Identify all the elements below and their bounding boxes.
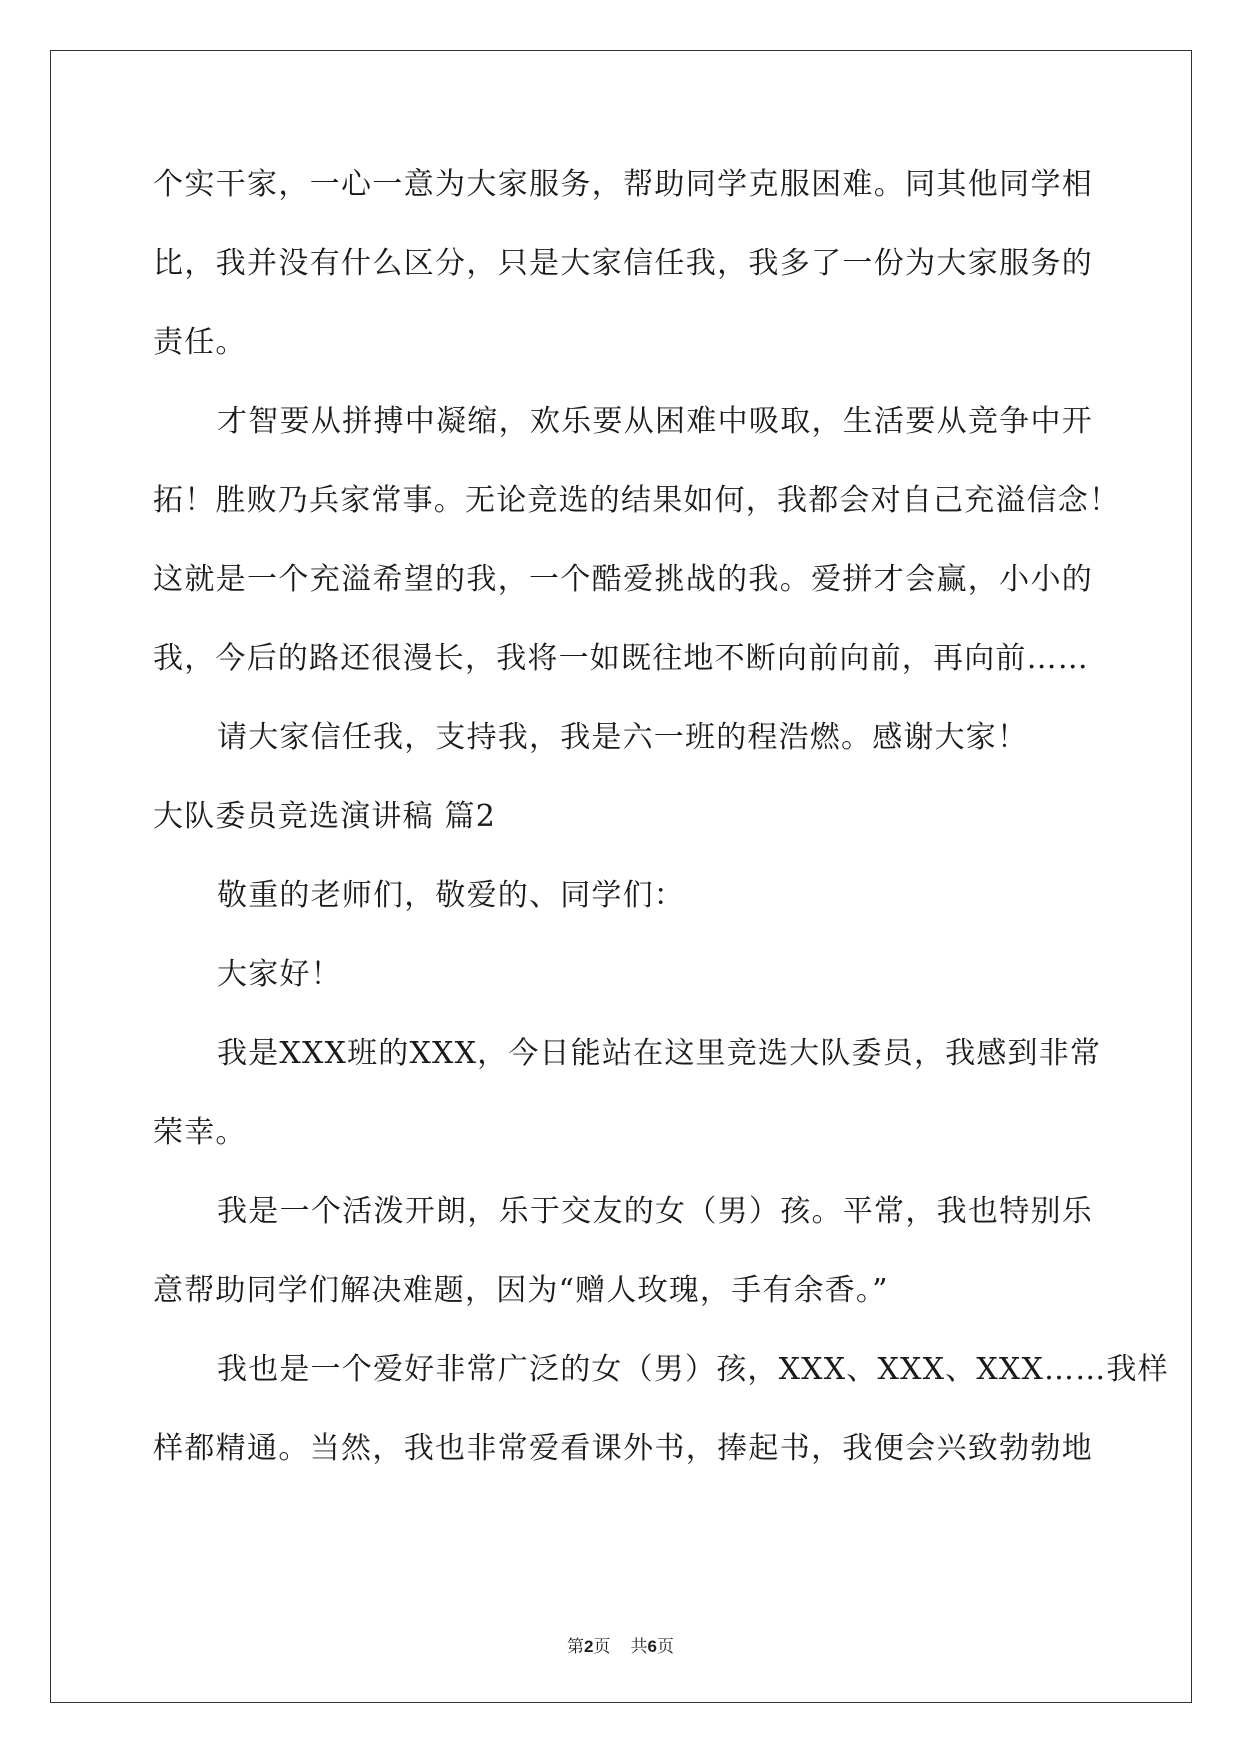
text-line: 意帮助同学们解决难题，因为“赠人玫瑰，手有余香。” [153, 1273, 889, 1308]
paragraph-start: 我也是一个爱好非常广泛的女（男）孩，XXX、XXX、XXX……我样 [217, 1352, 1169, 1387]
paragraph-start: 我是一个活泼开朗，乐于交友的女（男）孩。平常，我也特别乐 [217, 1194, 1093, 1229]
salutation: 敬重的老师们，敬爱的、同学们： [217, 878, 685, 913]
total-suffix: 页 [656, 1637, 674, 1657]
current-page-number: 2 [584, 1637, 594, 1656]
paragraph-start: 我是XXX班的XXX，今日能站在这里竞选大队委员，我感到非常 [217, 1036, 1102, 1071]
text-line: 责任。 [153, 325, 247, 360]
text-line: 拓！胜败乃兵家常事。无论竞选的结果如何，我都会对自己充溢信念！ [153, 483, 1121, 518]
text-line: 样都精通。当然，我也非常爱看课外书，捧起书，我便会兴致勃勃地 [153, 1431, 1093, 1466]
document-body [153, 160, 1169, 1503]
paragraph-start: 才智要从拼搏中凝缩，欢乐要从困难中吸取，生活要从竞争中开 [217, 404, 1093, 439]
total-page-number: 6 [647, 1637, 657, 1656]
paragraph-start: 请大家信任我，支持我，我是六一班的程浩燃。感谢大家！ [217, 720, 1029, 755]
page-prefix: 第 [567, 1637, 585, 1657]
page-suffix: 页 [593, 1637, 611, 1657]
text-line: 个实干家，一心一意为大家服务，帮助同学克服困难。同其他同学相 [153, 167, 1093, 202]
text-line: 比，我并没有什么区分，只是大家信任我，我多了一份为大家服务的 [153, 246, 1093, 281]
text-line: 这就是一个充溢希望的我，一个酷爱挑战的我。爱拼才会赢，小小的 [153, 562, 1093, 597]
page-footer [0, 1632, 1241, 1657]
text-line: 我，今后的路还很漫长，我将一如既往地不断向前向前，再向前…… [153, 641, 1089, 676]
total-prefix: 共 [630, 1637, 648, 1657]
text-line: 荣幸。 [153, 1115, 247, 1150]
greeting: 大家好！ [217, 957, 342, 992]
section-heading: 大队委员竞选演讲稿 篇2 [153, 799, 497, 834]
